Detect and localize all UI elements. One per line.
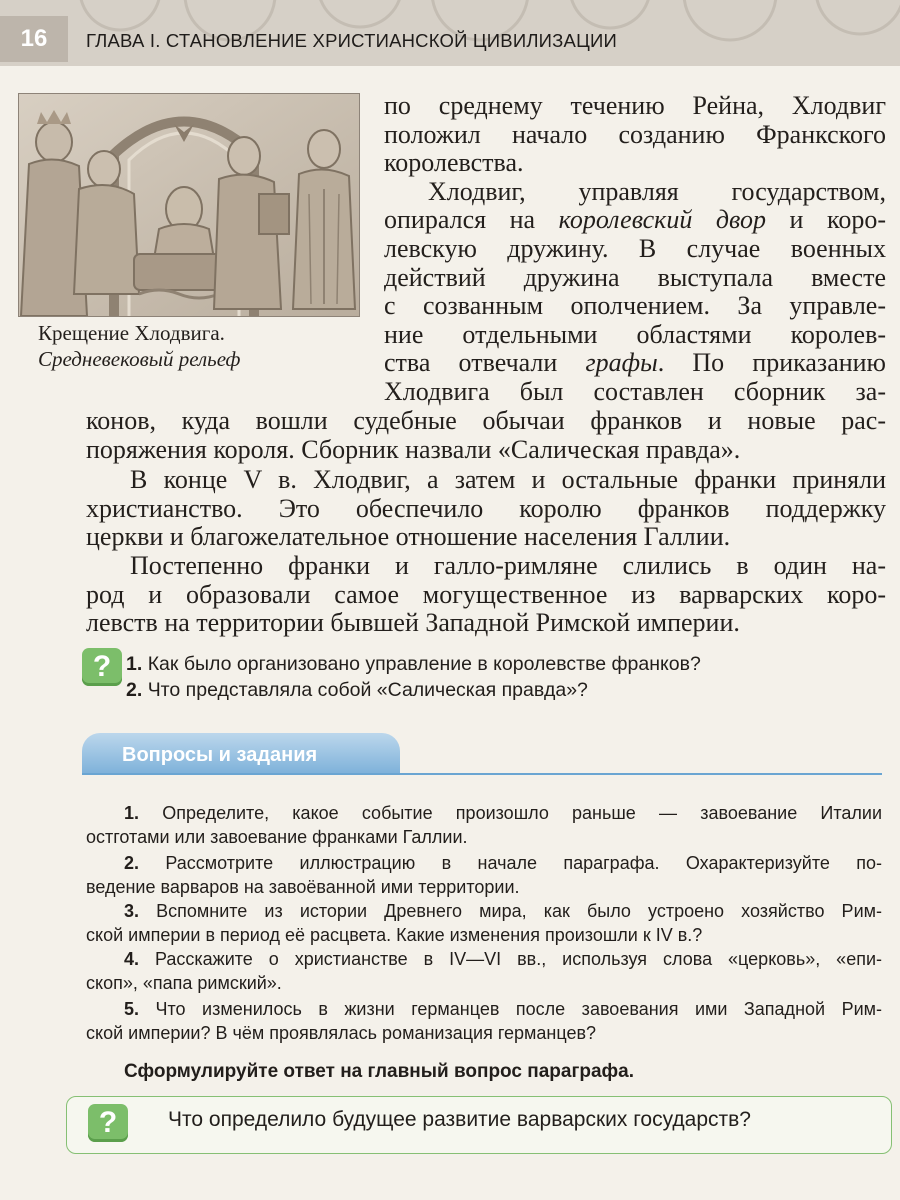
text-line: с созванным ополчением. За управле- — [384, 291, 886, 321]
task-line: остготами или завоевание франками Галлии. — [86, 827, 468, 847]
text-line: род и образовали самое могущественное из варварских коро- — [86, 579, 886, 609]
term-royal-court: королевский двор — [558, 205, 766, 235]
text-line: Постепенно франки и галло-римляне слились в один на- — [130, 551, 886, 580]
task-line: 5. Что изменилось в жизни германцев после завоевания ими Западной Рим- — [124, 999, 882, 1019]
text-line: Хлодвиг, управляя государством, — [428, 176, 886, 206]
text-line: поряжения короля. Сборник назвали «Салическая правда». — [86, 434, 741, 464]
page-number: 16 — [0, 16, 68, 62]
figure-caption-subtitle: Средневековый рельеф — [38, 347, 241, 371]
task-5 — [86, 997, 882, 1045]
text-line: левскую дружину. В случае военных — [384, 233, 886, 263]
task-line: ской империи в период её расцвета. Какие изменения произошли к IV в.? — [86, 925, 703, 945]
text-line: королевства. — [384, 148, 524, 178]
task-line: ской империи? В чём проявлялась романизация германцев? — [86, 1023, 597, 1043]
figure-caption-title: Крещение Хлодвига. — [38, 321, 225, 345]
task-line: 4. Расскажите о христианстве в IV—VI вв., используя слова «церковь», «епи- — [124, 949, 882, 969]
text-line: левств на территории бывшей Западной Римской империи. — [86, 608, 740, 638]
text-line: положил начало созданию Франкского — [384, 119, 886, 149]
term-counts: графы — [585, 348, 658, 378]
text-line: церкви и благожелательное отношение населения Галлии. — [86, 522, 731, 552]
relief-illustration — [18, 93, 360, 317]
chapter-title: ГЛАВА I. СТАНОВЛЕНИЕ ХРИСТИАНСКОЙ ЦИВИЛИЗАЦИИ — [86, 30, 617, 51]
text-line: действий дружина выступала вместе — [384, 262, 886, 292]
section-divider — [82, 773, 882, 775]
question-mark-icon: ? — [88, 1104, 128, 1142]
paragraph-3 — [86, 466, 886, 552]
task-line: 1. Определите, какое событие произошло раньше — завоевание Италии — [124, 803, 882, 823]
task-line: 3. Вспомните из истории Древнего мира, как было устроено хозяйство Рим- — [124, 901, 882, 921]
text-line: христианство. Это обеспечило королю франков поддержку — [86, 493, 886, 523]
paragraph-1 — [384, 92, 886, 407]
text-line: ние отдельными областями королев- — [384, 319, 886, 349]
paragraph-2-continued — [86, 407, 886, 464]
check-question-1: 1. Как было организовано управление в королевстве франков? — [126, 653, 701, 675]
task-line: ведение варваров на завоёванной ими территории. — [86, 877, 520, 897]
task-line: скоп», «папа римский». — [86, 973, 282, 993]
task-line: 2. Рассмотрите иллюстрацию в начале параграфа. Охарактеризуйте по- — [124, 853, 882, 873]
main-question: Что определило будущее развитие варварских государств? — [168, 1108, 751, 1131]
section-title: Вопросы и задания — [82, 733, 400, 773]
text-line: опирался на королевский двор и коро- — [384, 205, 886, 235]
task-2 — [86, 851, 882, 899]
text-line: ства отвечали графы. По приказанию — [384, 348, 886, 378]
text-line: Хлодвига был составлен сборник за- — [384, 376, 886, 406]
paragraph-4 — [86, 552, 886, 638]
check-question-2: 2. Что представляла собой «Салическая правда»? — [126, 679, 588, 701]
text-line: В конце V в. Хлодвиг, а затем и остальные франки приняли — [130, 465, 886, 494]
text-line: конов, куда вошли судебные обычаи франков и новые рас- — [86, 406, 886, 435]
answer-prompt: Сформулируйте ответ на главный вопрос параграфа. — [124, 1061, 635, 1082]
question-mark-icon: ? — [82, 648, 122, 686]
task-3 — [86, 899, 882, 947]
text-line: по среднему течению Рейна, Хлодвиг — [384, 91, 886, 120]
task-1 — [86, 801, 882, 849]
task-4 — [86, 947, 882, 995]
